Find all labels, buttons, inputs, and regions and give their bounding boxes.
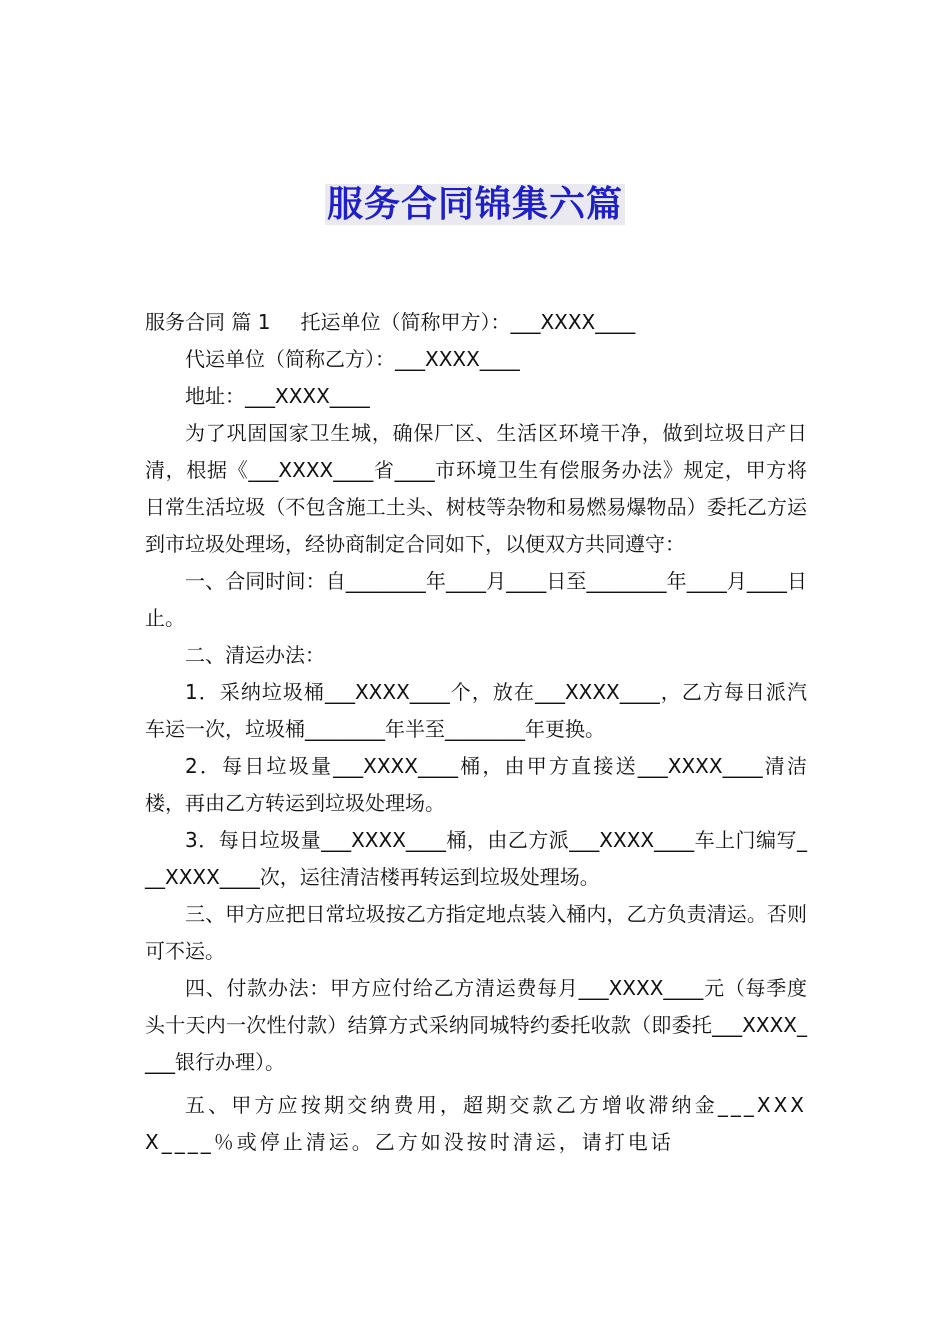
paragraph-text: 托运单位（简称甲方）：___XXXX____ [300,310,636,334]
paragraph-9: 3．每日垃圾量___XXXX____桶，由乙方派___XXXX____车上门编写___XXXX____次，运往清洁楼再转运到垃圾处理场。 [145,828,807,889]
paragraph-1 [145,304,807,341]
paragraph-5: 一、合同时间：自________年____月____日至________年____月____日止。 [145,569,807,630]
paragraph-2: 代运单位（简称乙方）：___XXXX____ [185,347,520,371]
paragraph-10: 三、甲方应把日常垃圾按乙方指定地点装入桶内，乙方负责清运。否则可不运。 [145,902,807,963]
document-title [0,176,950,227]
paragraph-6: 二、清运办法： [185,643,325,667]
paragraph-11: 四、付款办法：甲方应付给乙方清运费每月___XXXX____元（每季度头十天内一次性付款）结算方式采纳同城特约委托收款（即委托___XXXX____银行办理）。 [145,976,807,1074]
title-text: 服务合同锦集六篇 [326,184,623,225]
paragraph-7: 1．采纳垃圾桶___XXXX____个，放在___XXXX____，乙方每日派汽车运一次，垃圾桶________年半至________年更换。 [145,680,807,741]
paragraph-3: 地址：___XXXX____ [185,384,370,408]
paragraph-4: 为了巩固国家卫生城，确保厂区、生活区环境干净，做到垃圾日产日清，根据《___XXXX____省____市环境卫生有偿服务办法》规定，甲方将日常生活垃圾（不包含施工土头、树枝等杂物和易燃易爆物品）委托乙方运到市垃圾处理场，经协商制定合同如下，以便双方共同遵守： [145,421,807,556]
section-heading: 服务合同 篇 1 [145,310,271,334]
document-body [145,304,807,1161]
paragraph-8: 2．每日垃圾量___XXXX____桶，由甲方直接送___XXXX____清洁楼，再由乙方转运到垃圾处理场。 [145,754,807,815]
paragraph-12: 五、甲方应按期交纳费用，超期交款乙方增收滞纳金___XXXX____％或停止清运。乙方如没按时清运，请打电话 [145,1093,807,1154]
